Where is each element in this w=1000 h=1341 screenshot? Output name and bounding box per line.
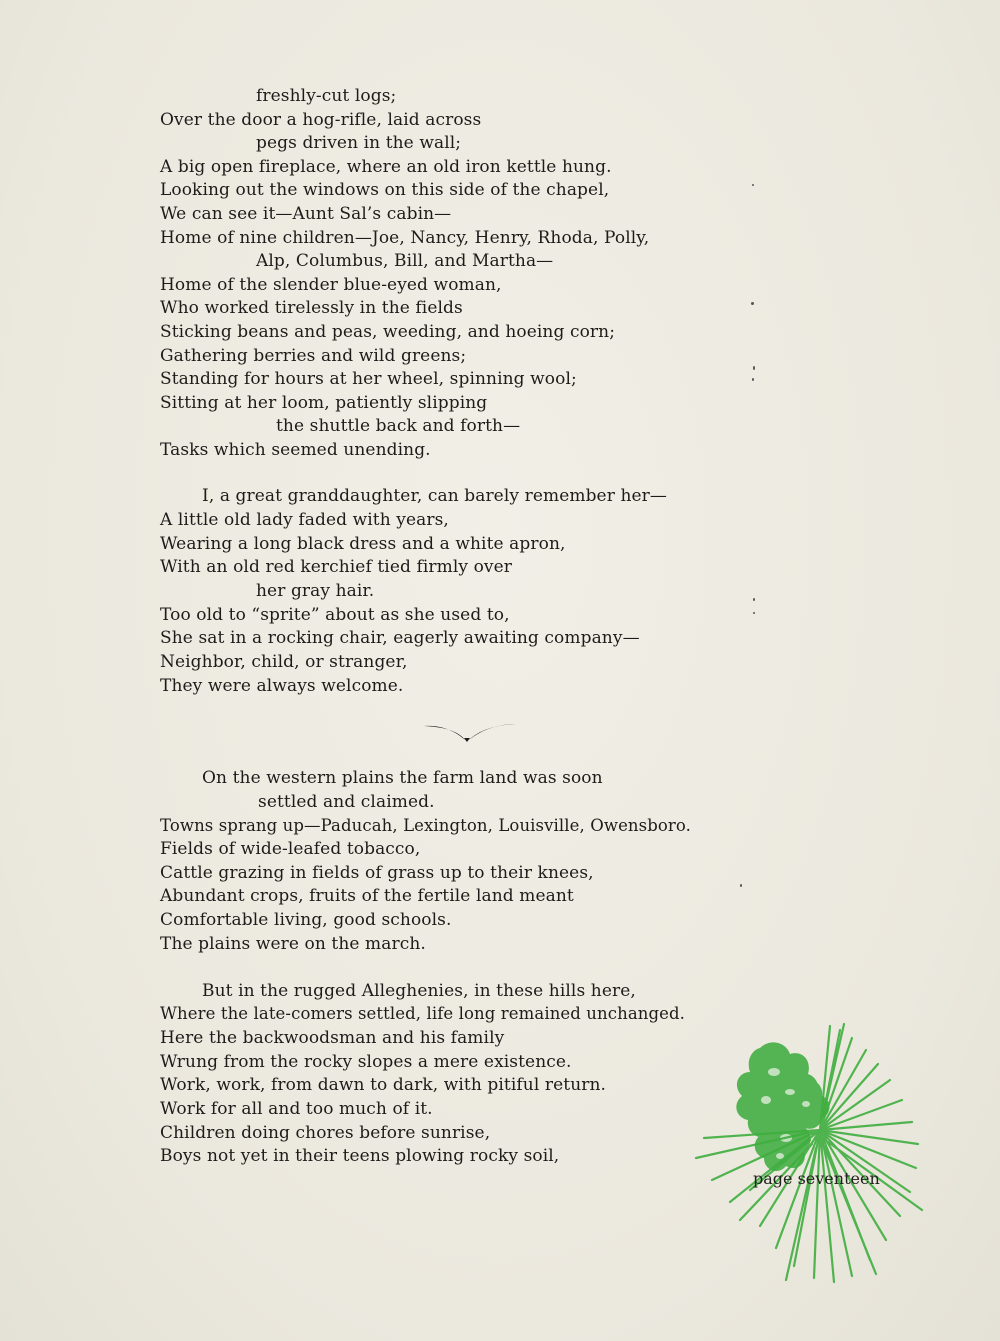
poem-line: We can see it—Aunt Sal’s cabin— — [160, 204, 452, 224]
poem-line: the shuttle back and forth— — [276, 416, 521, 436]
poem-line: Standing for hours at her wheel, spinning wool; — [160, 369, 577, 389]
paper-speck — [740, 884, 742, 887]
poem-line: She sat in a rocking chair, eagerly awaiting company— — [160, 628, 640, 648]
poem-line: Home of nine children—Joe, Nancy, Henry, Rhoda, Polly, — [160, 228, 650, 248]
poem-line: Fields of wide-leafed tobacco, — [160, 839, 421, 859]
poem-line: Where the late-comers settled, life long remained unchanged. — [160, 1004, 686, 1023]
poem-line: The plains were on the march. — [160, 934, 426, 954]
poem-line: But in the rugged Alleghenies, in these hills here, — [202, 981, 636, 1001]
poem-line: Boys not yet in their teens plowing rocky soil, — [160, 1146, 560, 1166]
poem-line: Comfortable living, good schools. — [160, 910, 452, 930]
swallow-ornament-icon — [420, 716, 520, 746]
poem-line: Cattle grazing in fields of grass up to their knees, — [160, 863, 594, 883]
poem-line: Home of the slender blue-eyed woman, — [160, 275, 502, 295]
poem-line: her gray hair. — [256, 581, 375, 601]
poem-line: Sticking beans and peas, weeding, and hoeing corn; — [160, 322, 616, 342]
poem-line: Gathering berries and wild greens; — [160, 346, 467, 366]
paper-speck — [751, 302, 754, 305]
poem-line: I, a great granddaughter, can barely remember her— — [202, 486, 667, 506]
poem-line: Tasks which seemed unending. — [160, 440, 431, 460]
poem-line: Children doing chores before sunrise, — [160, 1123, 491, 1143]
poem-line: Wrung from the rocky slopes a mere existence. — [160, 1052, 572, 1072]
poem-line: Neighbor, child, or stranger, — [160, 652, 408, 672]
poem-line: pegs driven in the wall; — [256, 133, 462, 153]
poem-line: Towns sprang up—Paducah, Lexington, Louisville, Owensboro. — [160, 816, 692, 835]
poem-line: Over the door a hog-rifle, laid across — [160, 110, 482, 130]
poem-line: Work, work, from dawn to dark, with pitiful return. — [160, 1075, 607, 1095]
poem-line: settled and claimed. — [258, 792, 435, 812]
poem-line: Here the backwoodsman and his family — [160, 1028, 505, 1048]
poem-line: Wearing a long black dress and a white apron, — [160, 534, 566, 554]
pine-branch-icon — [690, 1020, 930, 1290]
poem-line: A little old lady faded with years, — [160, 510, 449, 530]
poem-line: freshly-cut logs; — [256, 86, 397, 106]
paper-speck — [753, 598, 755, 601]
paper-speck — [752, 184, 754, 186]
page-number-label: page seventeen — [753, 1169, 880, 1188]
poem-line: Looking out the windows on this side of the chapel, — [160, 180, 610, 200]
paper-speck — [752, 378, 754, 381]
poem-line: Abundant crops, fruits of the fertile land meant — [160, 886, 574, 906]
poem-line: A big open fireplace, where an old iron kettle hung. — [160, 157, 612, 177]
poem-line: Alp, Columbus, Bill, and Martha— — [256, 251, 554, 271]
poem-line: With an old red kerchief tied firmly over — [160, 557, 513, 577]
poem-line: Sitting at her loom, patiently slipping — [160, 393, 488, 413]
poem-line: Who worked tirelessly in the fields — [160, 298, 463, 318]
poem-line: They were always welcome. — [160, 676, 404, 696]
poem-line: Too old to “sprite” about as she used to, — [160, 605, 510, 625]
poem-line: Work for all and too much of it. — [160, 1099, 433, 1119]
poem-line: On the western plains the farm land was soon — [202, 768, 603, 788]
paper-speck — [753, 612, 755, 614]
paper-speck — [753, 366, 755, 370]
